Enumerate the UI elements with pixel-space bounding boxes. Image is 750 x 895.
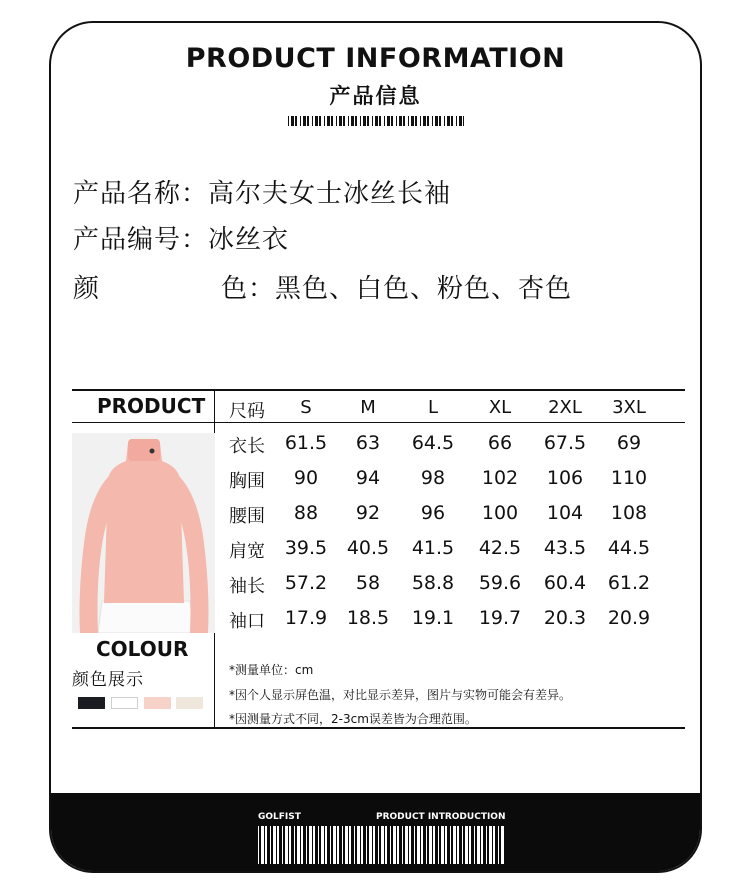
product-name-line [73,173,451,210]
table-cell: 59.6 [478,572,522,594]
footer-bar [51,793,702,873]
table-cell: 106 [546,467,584,489]
table-cell: 94 [355,467,381,489]
size-header-2xl: 2XL [548,397,582,418]
size-header-3xl: 3XL [612,397,646,418]
row-label: 衣长 [229,436,265,457]
table-cell: 57.2 [284,572,328,594]
table-cell: 19.7 [478,607,522,629]
table-top-rule [72,389,685,391]
product-name-value: 高尔夫女士冰丝长袖 [208,179,452,209]
footer-barcode-graphic [258,826,505,864]
footer-brand: GOLFIST [258,812,301,822]
table-cell: 63 [355,432,381,454]
table-cell: 58 [355,572,381,594]
table-cell: 90 [293,467,319,489]
colour-subtitle: 颜色展示 [72,670,144,690]
product-info-card [49,21,702,873]
table-cell: 20.3 [543,607,587,629]
footer-intro: PRODUCT INTRODUCTION [376,812,506,822]
table-cell: 100 [481,502,519,524]
table-cell: 92 [355,502,381,524]
page-subtitle: 产品信息 [329,84,422,108]
table-cell: 19.1 [411,607,455,629]
row-label: 肩宽 [229,541,265,562]
table-cell: 61.2 [607,572,651,594]
table-cell: 39.5 [284,537,328,559]
table-cell: 18.5 [346,607,390,629]
note-color-diff: *因个人显示屏色温，对比显示差异，图片与实物可能会有差异。 [229,688,572,702]
table-bottom-rule [72,727,685,729]
swatch-black [78,697,105,709]
table-cell: 43.5 [543,537,587,559]
product-code-line [73,219,289,256]
table-cell: 96 [420,502,446,524]
product-color-label-1: 颜 [73,274,101,304]
colour-title: COLOUR [96,637,189,661]
page-title: PRODUCT INFORMATION [185,43,566,74]
table-cell: 20.9 [607,607,651,629]
product-color-value: 黑色、白色、粉色、杏色 [275,274,573,304]
table-cell: 61.5 [284,432,328,454]
table-cell: 41.5 [411,537,455,559]
table-cell: 60.4 [543,572,587,594]
product-name-label: 产品名称： [73,179,209,209]
header-barcode-graphic [288,116,464,126]
size-header-xl: XL [488,397,512,418]
pink-longsleeve-shirt-image [72,433,215,633]
row-label: 胸围 [229,471,265,492]
size-header-m: M [360,397,376,418]
table-cell: 44.5 [607,537,651,559]
product-code-value: 冰丝衣 [208,225,290,255]
table-cell: 42.5 [478,537,522,559]
table-cell: 98 [420,467,446,489]
swatch-white [111,697,138,709]
table-cell: 66 [487,432,513,454]
row-label: 袖口 [229,611,265,632]
product-color-label-2: 色： [221,274,276,304]
table-cell: 69 [616,432,642,454]
product-code-label: 产品编号： [73,225,209,255]
table-cell: 64.5 [411,432,455,454]
size-header-l: L [427,397,439,418]
row-label: 袖长 [229,576,265,597]
note-unit: *测量单位：cm [229,663,314,677]
product-color-line [73,268,572,305]
size-header-s: S [300,397,312,418]
table-cell: 17.9 [284,607,328,629]
table-cell: 67.5 [543,432,587,454]
size-header-label: 尺码 [229,401,265,422]
swatch-apricot [176,697,203,709]
table-cell: 58.8 [411,572,455,594]
product-column-label: PRODUCT [97,394,206,418]
table-cell: 40.5 [346,537,390,559]
table-cell: 104 [546,502,584,524]
table-cell: 108 [610,502,648,524]
table-cell: 88 [293,502,319,524]
table-header-rule [72,422,685,423]
swatch-pink [144,697,171,709]
table-cell: 110 [610,467,648,489]
row-label: 腰围 [229,506,265,527]
product-photo [72,433,215,633]
table-cell: 102 [481,467,519,489]
size-table [72,389,685,729]
note-measure-error: *因测量方式不同，2-3cm误差皆为合理范围。 [229,712,477,726]
